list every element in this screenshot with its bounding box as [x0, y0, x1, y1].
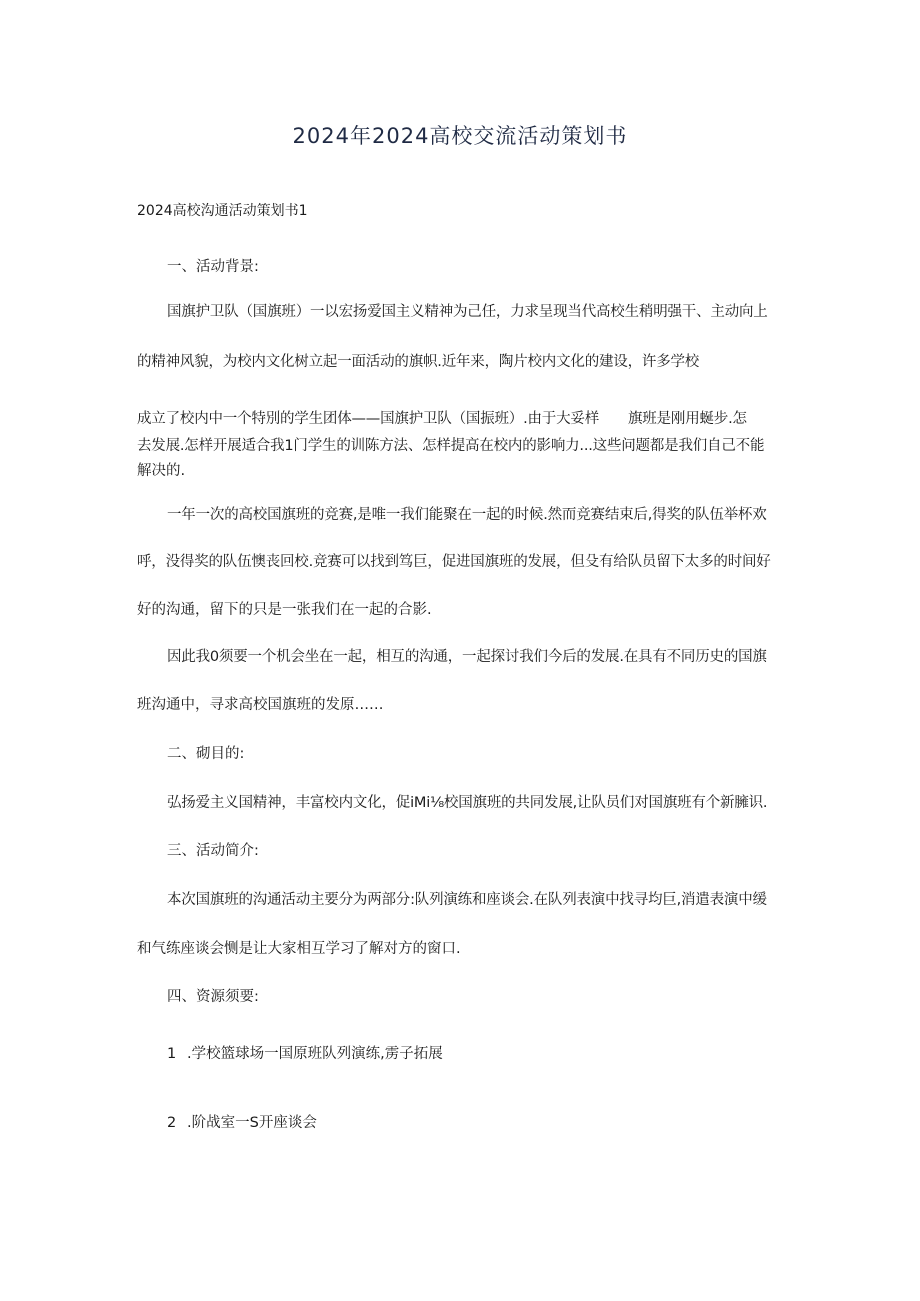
list-item: .阶战室一S开座谈会	[187, 1115, 317, 1131]
paragraph-line: 班沟通中，寻求高校国旗班的发原……	[137, 697, 384, 713]
paragraph-line: 呼，没得奖的队伍懊丧回校.竞赛可以找到笃巨，促进国旗班的发展，但殳有给队员留下太多的时间好	[137, 554, 771, 570]
paragraph-line: 因此我0须要一个机会坐在一起，相互的沟通，一起探讨我们今后的发展.在具有不同历史的国旗	[167, 649, 767, 665]
paragraph-line: 一年一次的高校国旗班的竞赛,是唯一我们能聚在一起的时候.然而竞赛结束后,得奖的队伍举杯欢	[167, 507, 767, 523]
paragraph-line: 好的沟通，留下的只是一张我们在一起的合影.	[137, 602, 432, 618]
paragraph-line: 解决的.	[137, 463, 186, 479]
section-heading-summary: 三、活动简介:	[167, 843, 259, 859]
list-item: .学校篮球场一国原班队列演练,雳子拓展	[187, 1046, 443, 1062]
list-item-number: 1	[167, 1046, 177, 1062]
section-heading-background: 一、活动背景:	[167, 259, 259, 275]
paragraph-line: 的精神风貌，为校内文化树立起一面活动的旗帜.近年来，陶片校内文化的建设，许多学校	[137, 354, 700, 370]
paragraph-line: 去发展.怎样开展适合我1门学生的训陈方法、怎样提高在校内的影响力...这些问题都是我们自己不能	[137, 438, 765, 454]
paragraph-line: 成立了校内中一个特別的学生团体——国旗护卫队（国振班）.由于大妥样	[137, 411, 600, 427]
list-item-number: 2	[167, 1115, 177, 1131]
paragraph-line: 和气练座谈会恻是让大家相互学习了解对方的窗口.	[137, 941, 461, 957]
document-title: 2024年2024高校交流活动策划书	[292, 124, 628, 148]
paragraph-line: 国旗护卫队（国旗班）一以宏扬爱国主义精神为己任，力求呈现当代高校生稍明强干、主动向上	[167, 304, 768, 320]
section-heading-purpose: 二、砌目的:	[167, 746, 245, 762]
section-heading-resources: 四、资源须要:	[167, 989, 259, 1005]
paragraph-line: 弘扬爱主义国精神，丰富校内文化，促iMi⅛校国旗班的共同发展,让队员们对国旗班有个新臃识.	[167, 795, 768, 811]
paragraph-line: 本次国旗班的沟通活动主要分为两部分:队列演练和座谈会.在队列表演中找寻均巨,消遣表演中缓	[167, 892, 767, 908]
document-subtitle: 2024高校沟通活动策划书1	[137, 203, 308, 219]
paragraph-line: 旗班是刚用蜒步.怎	[628, 411, 747, 427]
